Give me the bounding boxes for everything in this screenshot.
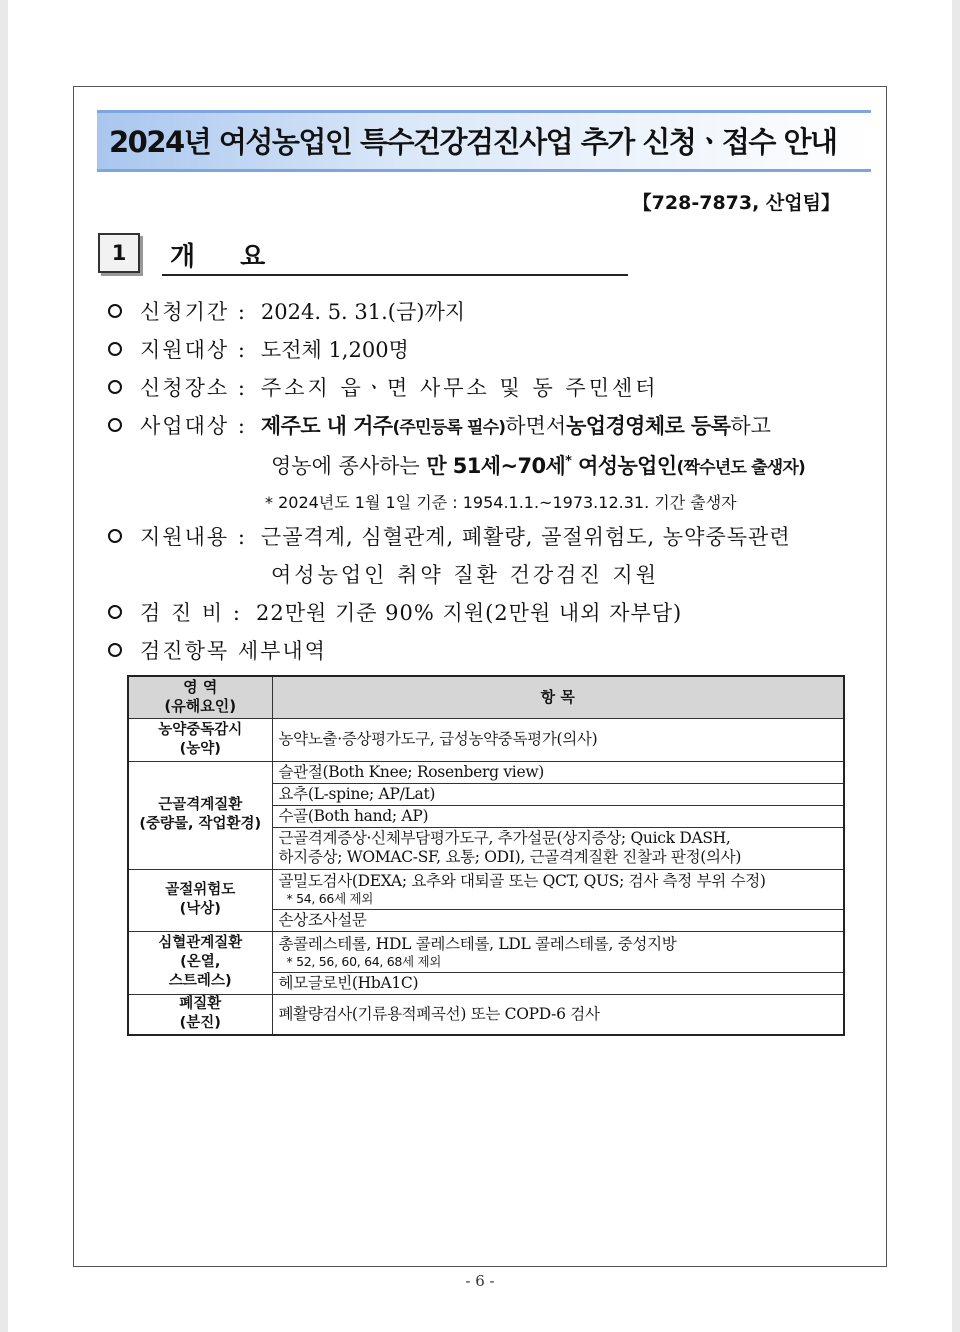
- bullet-target: [108, 334, 409, 364]
- row-item-line: 근골격계증상·신체부담평가도구, 추가설문(상지증상; Quick DASH,: [278, 829, 731, 847]
- row-item: 슬관절(Both Knee; Rosenberg view): [272, 761, 844, 783]
- business-residence: 제주도 내 거주: [260, 414, 393, 438]
- row-item-line: 하지증상; WOMAC-SF, 요통; ODI), 근골격계질환 진찰과 판정(의사): [278, 848, 742, 866]
- contact-info: 【728-7873, 산업팀】: [632, 192, 840, 214]
- table-row: [128, 869, 844, 909]
- row-area-cardiovascular: 심혈관계질환 (온열, 스트레스): [128, 931, 272, 994]
- place-value: 주소지 읍ㆍ면 사무소 및 동 주민센터: [260, 376, 659, 400]
- target-label: 지원대상 :: [140, 338, 247, 362]
- circle-bullet-icon: [108, 643, 122, 657]
- apply-period-value: 2024. 5. 31.(금)까지: [260, 300, 466, 324]
- section-title: 개 요: [170, 242, 284, 272]
- row-item: 요추(L-spine; AP/Lat): [272, 783, 844, 805]
- circle-bullet-icon: [108, 380, 122, 394]
- bullet-support: [108, 521, 791, 551]
- row-item: [272, 931, 844, 972]
- bullet-business: [108, 410, 771, 440]
- row-item: 손상조사설문: [272, 909, 844, 931]
- business-line-2: [271, 450, 805, 480]
- circle-bullet-icon: [108, 342, 122, 356]
- business-text-1: 하면서: [505, 414, 567, 438]
- table-row: [128, 761, 844, 783]
- business-women-farmers: 여성농업인: [571, 454, 677, 478]
- support-line-1: 근골격계, 심혈관계, 폐활량, 골절위험도, 농약중독관련: [260, 525, 791, 549]
- row-item: [272, 827, 844, 869]
- support-line-2: 여성농업인 취약 질환 건강검진 지원: [271, 563, 659, 587]
- circle-bullet-icon: [108, 529, 122, 543]
- support-label: 지원내용 :: [140, 525, 247, 549]
- table-row: [128, 994, 844, 1035]
- table-row: [128, 718, 844, 761]
- table-header-row: [128, 676, 844, 718]
- checkup-items-table: [127, 675, 845, 1036]
- place-label: 신청장소 :: [140, 376, 247, 400]
- row-item-note: * 52, 56, 60, 64, 68세 제외: [286, 953, 442, 969]
- business-footnote: * 2024년도 1월 1일 기준 : 1954.1.1.~1973.12.31. 기간 출생자: [265, 493, 737, 512]
- row-item: 농약노출·증상평가도구, 급성농약중독평가(의사): [272, 718, 844, 761]
- row-item: 폐활량검사(기류용적폐곡선) 또는 COPD-6 검사: [272, 994, 844, 1035]
- header-item: 항 목: [272, 676, 844, 718]
- bullet-details: [108, 635, 327, 665]
- row-item-line: 골밀도검사(DEXA; 요추와 대퇴골 또는 QCT, QUS; 검사 측정 부위 수정): [278, 872, 766, 890]
- cost-value: 22만원 기준 90% 지원(2만원 내외 자부담): [255, 601, 683, 625]
- bullet-apply-period: [108, 296, 465, 326]
- business-label: 사업대상 :: [140, 414, 247, 438]
- target-value: 도전체 1,200명: [260, 338, 409, 362]
- circle-bullet-icon: [108, 304, 122, 318]
- row-item: 헤모글로빈(HbA1C): [272, 972, 844, 994]
- bullet-cost: [108, 597, 682, 627]
- business-age-asterisk: *: [565, 454, 572, 469]
- bullet-place: [108, 372, 659, 402]
- details-label: 검진항목 세부내역: [140, 639, 327, 663]
- row-item: 수골(Both hand; AP): [272, 805, 844, 827]
- circle-bullet-icon: [108, 418, 122, 432]
- section-underline: [162, 274, 628, 276]
- row-area-musculoskeletal: 근골격계질환 (중량물, 작업환경): [128, 761, 272, 869]
- section-number-box: 1: [98, 233, 140, 273]
- header-area: 영 역 (유해요인): [128, 676, 272, 718]
- document-title: 2024년 여성농업인 특수건강검진사업 추가 신청ㆍ접수 안내: [109, 125, 837, 159]
- business-birth-note: (짝수년도 출생자): [676, 458, 805, 478]
- business-text-2: 하고: [730, 414, 771, 438]
- apply-period-label: 신청기간 :: [140, 300, 247, 324]
- row-item: [272, 869, 844, 909]
- row-item-note: * 54, 66세 제외: [286, 891, 374, 906]
- business-age: 만 51세~70세: [426, 454, 566, 478]
- circle-bullet-icon: [108, 605, 122, 619]
- table-row: [128, 931, 844, 972]
- row-area-lung: 폐질환 (분진): [128, 994, 272, 1035]
- business-registration: 농업경영체로 등록: [566, 414, 731, 438]
- page-number: - 6 -: [465, 1272, 495, 1290]
- cost-label: 검 진 비 :: [140, 601, 242, 625]
- business-text-3: 영농에 종사하는: [271, 454, 427, 478]
- row-area-fracture: 골절위험도 (낙상): [128, 869, 272, 931]
- row-item-line: 총콜레스테롤, HDL 콜레스테롤, LDL 콜레스테롤, 중성지방: [278, 934, 677, 953]
- business-residence-note: (주민등록 필수): [392, 417, 506, 438]
- row-area-pesticide: 농약중독감시 (농약): [128, 718, 272, 761]
